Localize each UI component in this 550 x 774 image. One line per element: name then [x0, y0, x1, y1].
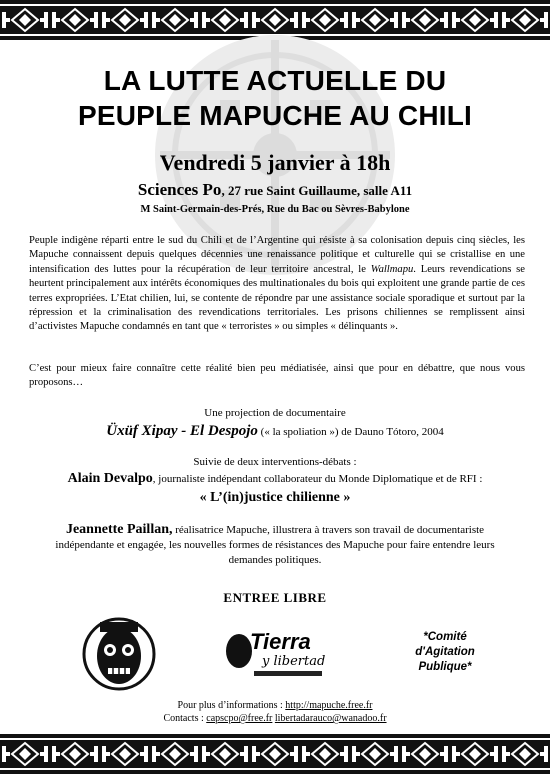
speaker-1: [0, 471, 550, 487]
talk-1-title: « L’(in)justice chilienne »: [199, 490, 351, 505]
film-line: [0, 423, 550, 440]
tierra-logo-line-1: Tierra: [250, 629, 311, 654]
bottom-decorative-band: [0, 734, 550, 774]
info-link[interactable]: http://mapuche.free.fr: [285, 700, 373, 711]
speaker-2-name: Jeannette Paillan,: [65, 522, 173, 537]
info-line: [0, 700, 550, 711]
page-title-line-1: LA LUTTE ACTUELLE DU: [103, 65, 447, 96]
film-details: (« la spoliation ») de Dauno Tótoro, 2004: [257, 426, 444, 438]
event-date: Vendredi 5 janvier à 18h: [159, 150, 391, 175]
mapuche-pattern-icon: [0, 734, 550, 774]
speaker-2: [40, 522, 510, 568]
event-venue: [0, 180, 550, 200]
intro-text-b: . Leurs revendications se heurtent principalement aux intérêts économiques des multinationales du bois qui exploitent une grande partie de ces terres expropriées. L’Etat chilien, lui, se contente de répondre par une assistance sociale sporadique et surtout par la répression et la criminalisation des revendications territoriales. Les prisons chiliennes se remplissent ainsi d’activistes Mapuche condamnés en tant que « terroristes » ou simples « délinquants ».: [29, 263, 526, 333]
comite-line-2: d'Agitation: [415, 646, 475, 658]
tierra-logo-line-2: y libertad: [262, 654, 326, 669]
tierra-emblem-icon: [226, 634, 252, 668]
contacts-line: [0, 713, 550, 724]
tierra-logo-bar: [254, 671, 322, 676]
debates-intro: Suivie de deux interventions-débats :: [193, 456, 357, 468]
intro-paragraph: [29, 234, 525, 335]
venue-address: , 27 rue Saint Guillaume, salle A11: [221, 183, 413, 198]
speaker-2-desc: réalisatrice Mapuche, illustrera à travers son travail de documentariste indépendante et engagée, les nouvelles formes de résistances des Mapuche pour faire entendre leurs demandes politiques.: [55, 524, 495, 566]
comite-line-3: Publique*: [418, 661, 472, 673]
intro-text-italic: Wallmapu: [370, 263, 414, 275]
contacts-label: Contacts :: [163, 713, 207, 724]
comite-line-1: *Comité: [423, 631, 467, 643]
invitation-paragraph: C’est pour mieux faire connaître cette réalité bien peu médiatisée, ainsi que pour en débattre, que nous vous proposons…: [29, 363, 525, 389]
metro-stations: M Saint-Germain-des-Prés, Rue du Bac ou Sèvres-Babylone: [140, 204, 410, 215]
speaker-1-name: Alain Devalpo: [67, 471, 153, 486]
mapuche-mask-logo-icon: [82, 614, 157, 694]
info-label: Pour plus d’informations :: [177, 700, 286, 711]
venue-name: Sciences Po: [137, 180, 222, 199]
projection-label: Une projection de documentaire: [204, 407, 346, 419]
entry-notice: ENTREE LIBRE: [223, 590, 327, 605]
speaker-1-desc: , journaliste indépendant collaborateur du Monde Diplomatique et de RFI :: [152, 473, 483, 485]
page-title-line-2: PEUPLE MAPUCHE AU CHILI: [77, 100, 473, 131]
email-link-2[interactable]: libertadarauco@wanadoo.fr: [274, 713, 387, 724]
comite-logo: [390, 630, 500, 675]
tierra-y-libertad-logo: [226, 630, 326, 682]
intro-text-a: Peuple indigène réparti entre le sud du Chili et de l’Argentine qui résiste à sa colonisation depuis cinq siècles, les Mapuche connaissent depuis quelques décennies une renaissance politique et culturelle qui se cristallise en une intensification des luttes pour la récupération de leur territoire ancestral, le: [29, 235, 525, 275]
email-link-1[interactable]: capscpo@free.fr: [206, 713, 273, 724]
film-title: Üxüf Xipay - El Despojo: [106, 423, 258, 439]
